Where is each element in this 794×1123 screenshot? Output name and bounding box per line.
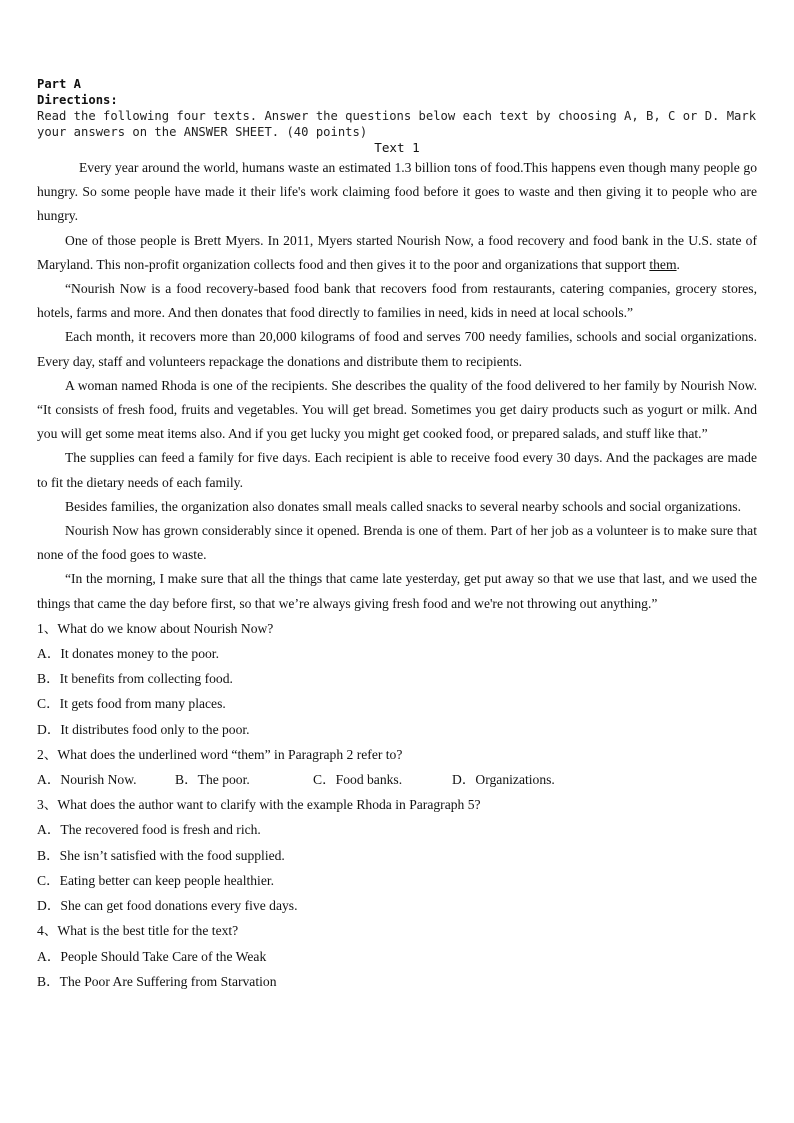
option-b: B．The Poor Are Suffering from Starvation xyxy=(37,973,277,989)
option-d: D．It distributes food only to the poor. xyxy=(37,721,250,737)
option-c: C．Food banks. xyxy=(313,772,403,788)
question-1 xyxy=(37,616,757,742)
option-c: C．It gets food from many places. xyxy=(37,696,226,712)
passage xyxy=(37,156,757,994)
option-c: C．Eating better can keep people healthier. xyxy=(37,872,275,888)
question-stem: 1、What do we know about Nourish Now? xyxy=(37,620,274,636)
question-3 xyxy=(37,792,757,918)
option-b: B．It benefits from collecting food. xyxy=(37,671,233,687)
directions-label: Directions: xyxy=(37,93,118,107)
question-4 xyxy=(37,918,757,994)
option-a: A．People Should Take Care of the Weak xyxy=(37,948,267,964)
paragraph-1: Every year around the world, humans waste an estimated 1.3 billion tons of food.This happens even though many people go hungry. So some people have made it their life's work claiming food before it goes to waste and then giving it to people who are hungry. xyxy=(37,160,757,224)
option-b: B．The poor. xyxy=(175,772,250,788)
paragraph-4: Each month, it recovers more than 20,000 kilograms of food and serves 700 needy families, schools and social organizations. Every day, staff and volunteers repackage the donations and distribute them to recipients. xyxy=(37,329,757,369)
paragraph-7: Besides families, the organization also donates small meals called snacks to several nearby schools and social organizations. xyxy=(65,498,741,514)
option-d: D．She can get food donations every five days. xyxy=(37,898,298,914)
paragraph-2-end: . xyxy=(676,256,680,272)
options-row xyxy=(37,767,757,792)
paragraph-9: “In the morning, I make sure that all the things that came late yesterday, get put away so that we use that last, and we used the things that came the day before first, so that we’re always giving fresh food and we're not throwing out anything.” xyxy=(37,571,757,611)
underlined-word-them: them xyxy=(649,256,677,272)
question-stem: 2、What does the underlined word “them” in Paragraph 2 refer to? xyxy=(37,746,403,762)
text-title: Text 1 xyxy=(374,140,420,155)
part-heading: Part A xyxy=(37,77,82,91)
option-a: A．It donates money to the poor. xyxy=(37,646,219,662)
directions-line-2: your answers on the ANSWER SHEET. (40 points) xyxy=(37,125,368,139)
directions-line-1: Read the following four texts. Answer the questions below each text by choosing A, B, C or D. Mark xyxy=(37,109,757,123)
paragraph-2 xyxy=(37,229,757,277)
question-stem: 4、What is the best title for the text? xyxy=(37,923,239,939)
option-b: B．She isn’t satisfied with the food supplied. xyxy=(37,847,285,863)
paragraph-5: A woman named Rhoda is one of the recipients. She describes the quality of the food delivered to her family by Nourish Now. “It consists of fresh food, fruits and vegetables. You will get bread. Sometimes you get dairy products such as yogurt or milk. And you will get some meat items also. And if you get lucky you might get cooked food, or prepared salads, and stuff like that.” xyxy=(37,377,757,442)
option-a: A．The recovered food is fresh and rich. xyxy=(37,822,261,838)
option-a: A．Nourish Now. xyxy=(37,772,137,788)
paragraph-3: “Nourish Now is a food recovery-based food bank that recovers food from restaurants, catering companies, grocery stores, hotels, farms and more. And then donates that food directly to families in need, kids in need at local schools.” xyxy=(37,281,757,321)
paragraph-6: The supplies can feed a family for five days. Each recipient is able to receive food every 30 days. And the packages are made to fit the dietary needs of each family. xyxy=(37,450,757,490)
paragraph-2-text: One of those people is Brett Myers. In 2011, Myers started Nourish Now, a food recovery and food bank in the U.S. state of Maryland. This non-profit organization collects food and then gives it to the poor and organizations that support xyxy=(37,232,757,272)
option-d: D．Organizations. xyxy=(452,772,555,788)
question-2 xyxy=(37,742,757,792)
paragraph-8: Nourish Now has grown considerably since it opened. Brenda is one of them. Part of her job as a volunteer is to make sure that none of the food goes to waste. xyxy=(37,523,757,563)
exam-page xyxy=(37,76,757,994)
question-stem: 3、What does the author want to clarify with the example Rhoda in Paragraph 5? xyxy=(37,797,481,813)
